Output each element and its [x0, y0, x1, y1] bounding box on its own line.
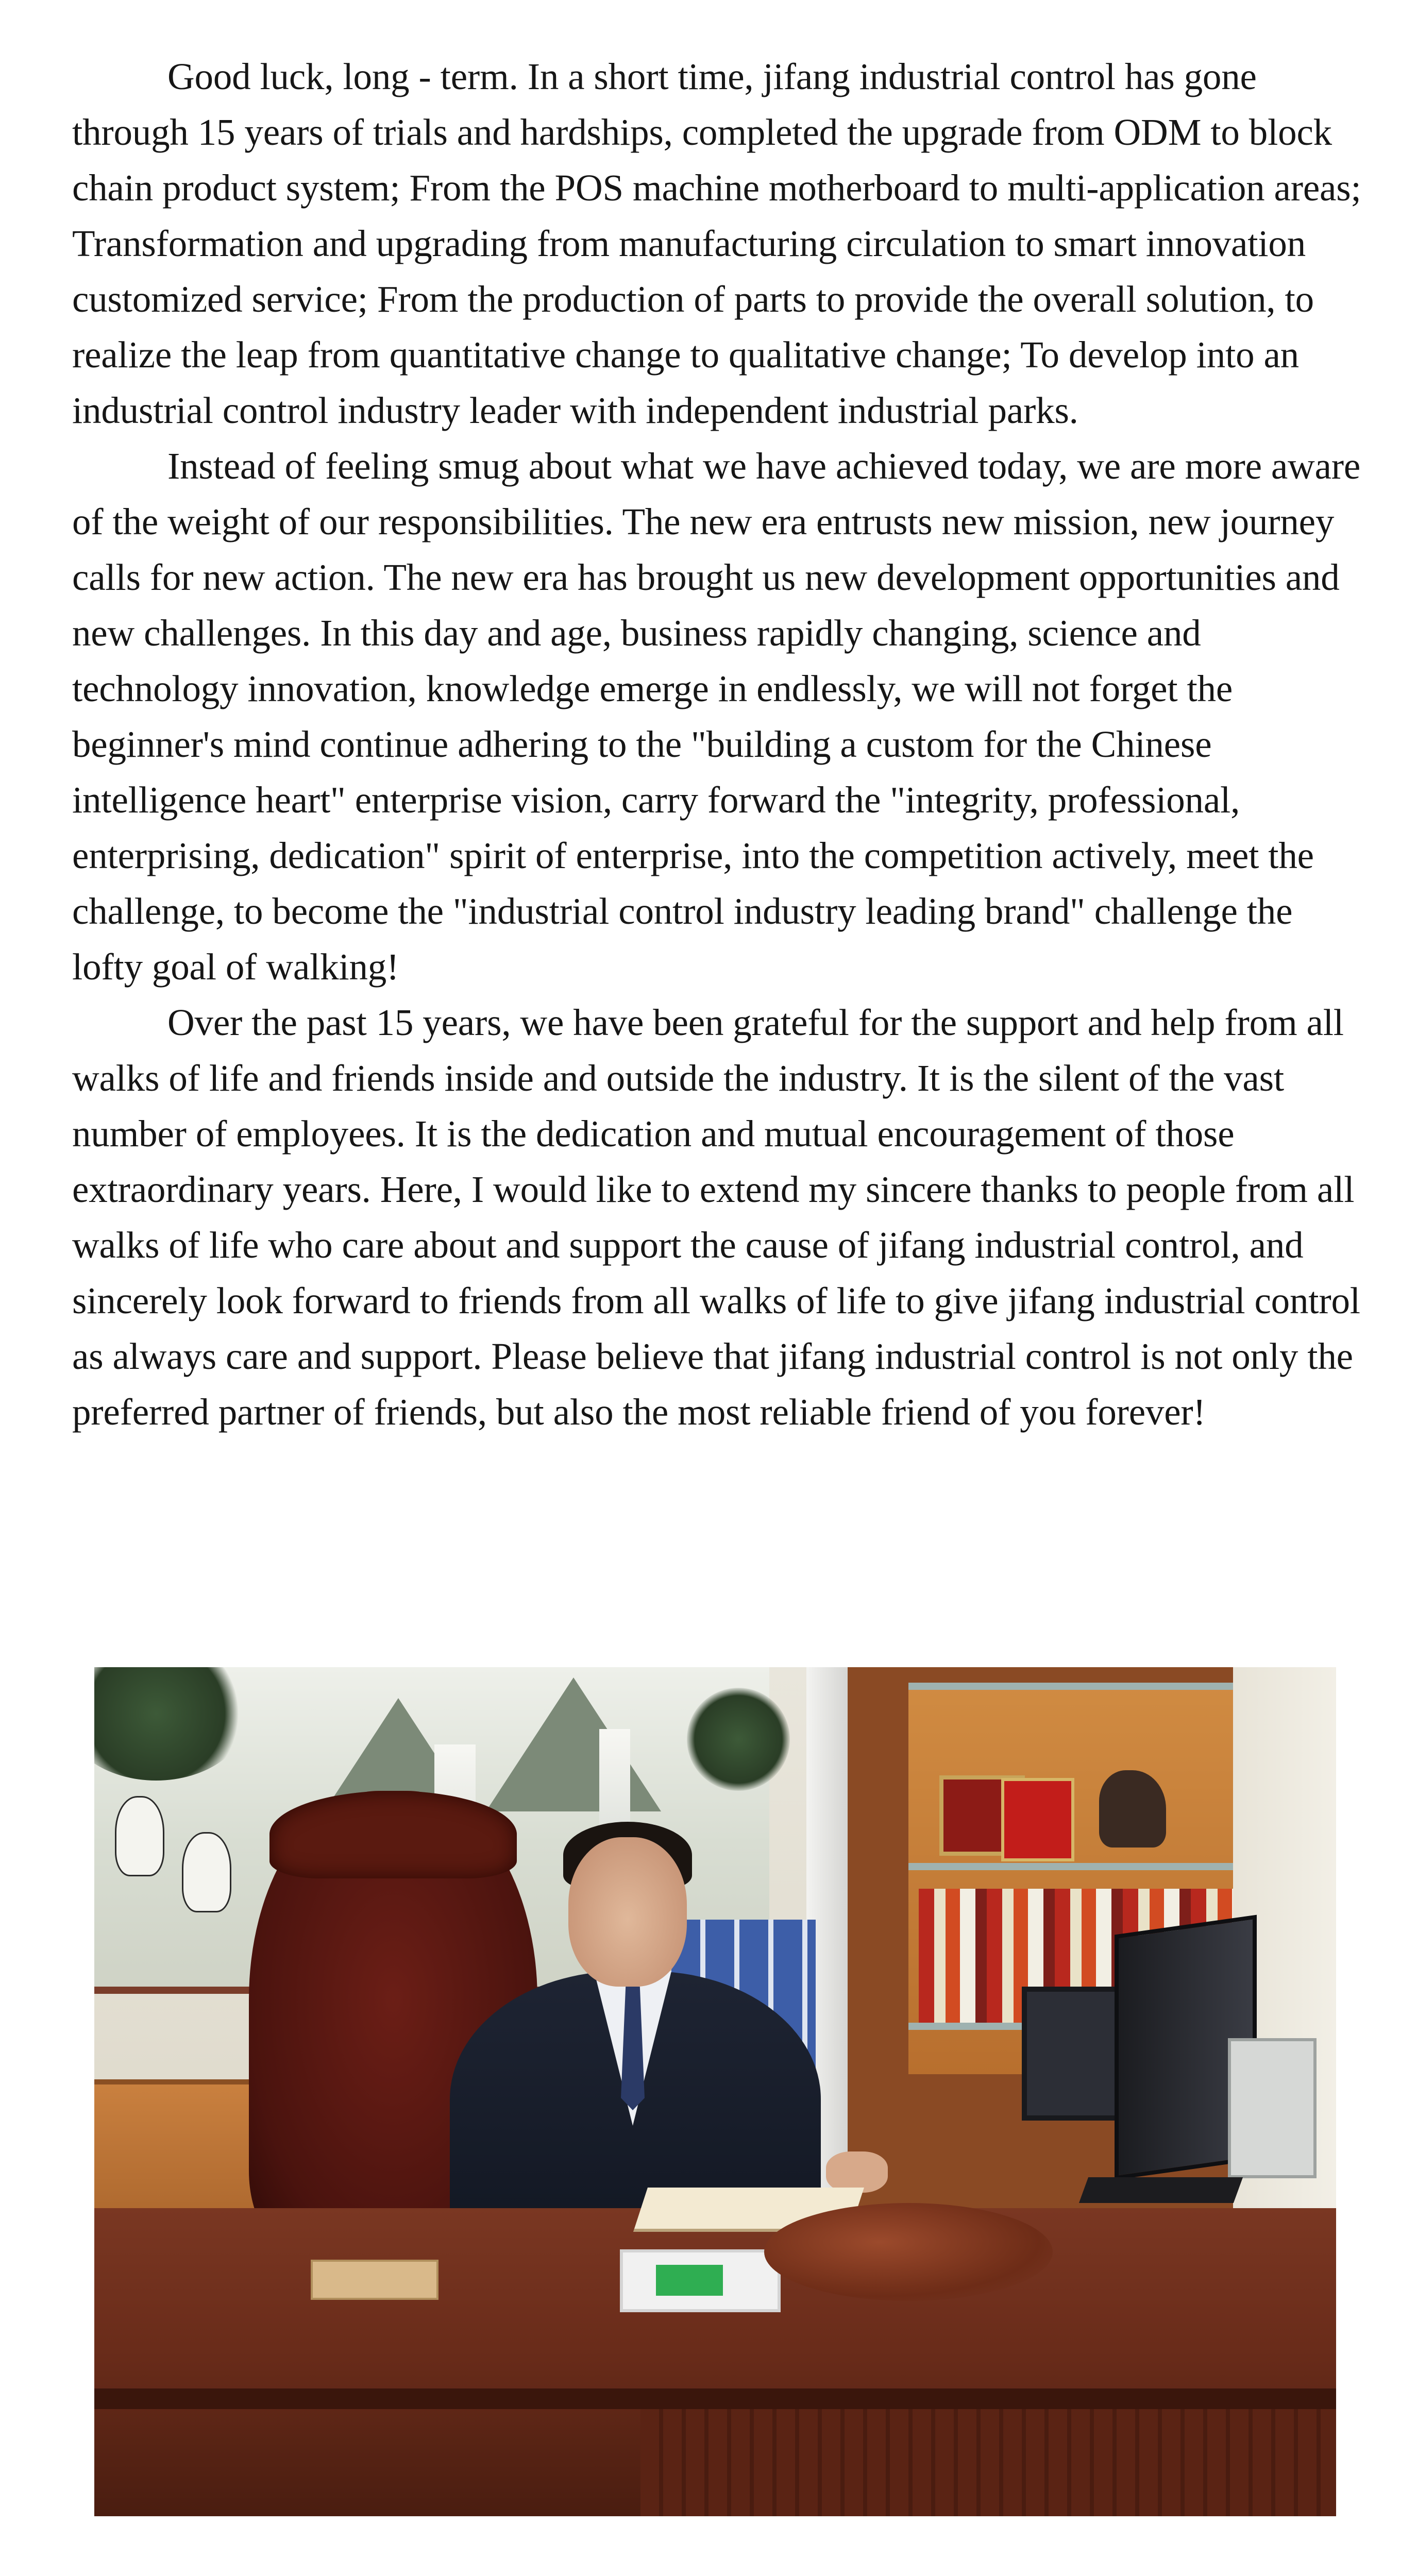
elephant-figurine: [1099, 1770, 1166, 1848]
painting-crane: [115, 1796, 164, 1876]
painting-crane: [182, 1832, 231, 1912]
man-face: [568, 1837, 687, 1987]
painting-mountain: [486, 1677, 661, 1811]
painting-pine: [94, 1667, 249, 1781]
desk-card: [656, 2265, 723, 2296]
paragraph-3: Over the past 15 years, we have been grateful for the support and help from all walks of life and friends inside and outside the industry. It is the silent of the vast number of employees. It is the dedication and mutual encouragement of those extraordinary years. Here, I would like to extend my sincere thanks to people from all walks of life who care about and support the cause of jifang industrial control, and sincerely look forward to friends from all walks of life to give jifang industrial control as always care and support. Please believe that jifang industrial control is not only the preferred partner of friends, but also the most reliable friend of you forever!: [72, 1002, 1360, 1433]
keyboard: [1079, 2177, 1243, 2203]
desk-front-panel: [640, 2409, 1336, 2516]
paragraph-1: Good luck, long - term. In a short time, jifang industrial control has gone through 15 years of trials and hardships, completed the upgrade from ODM to block chain product system; From the POS machine motherboard to multi-application areas; Transformation and upgrading from manufacturing circulation to smart innovation customized service; From the production of parts to provide the overall solution, to realize the leap from quantitative change to qualitative change; To develop into an industrial control industry leader with independent industrial parks.: [72, 56, 1361, 431]
shelf-board: [908, 1683, 1259, 1690]
painting-pine: [687, 1688, 790, 1791]
award-plaque: [1001, 1778, 1074, 1861]
carved-chair-crest: [269, 1791, 517, 1878]
desk-phone: [1228, 2038, 1317, 2178]
letter-body: [72, 49, 1371, 1440]
office-portrait-photo: [94, 1667, 1336, 2516]
paragraph-2: Instead of feeling smug about what we have achieved today, we are more aware of the weight of our responsibilities. The new era entrusts new mission, new journey calls for new action. The new era has brought us new development opportunities and new challenges. In this day and age, business rapidly changing, science and technology innovation, knowledge emerge in endlessly, we will not forget the beginner's mind continue adhering to the "building a custom for the Chinese intelligence heart" enterprise vision, carry forward the "integrity, professional, enterprising, dedication" spirit of enterprise, into the competition actively, meet the challenge, to become the "industrial control industry leading brand" challenge the lofty goal of walking!: [72, 445, 1361, 988]
wooden-nameplate: [311, 2260, 438, 2300]
man-hand: [826, 2151, 888, 2193]
shelf-board: [908, 1863, 1259, 1870]
desk-edge: [94, 2388, 1336, 2409]
wood-carving: [764, 2203, 1053, 2301]
